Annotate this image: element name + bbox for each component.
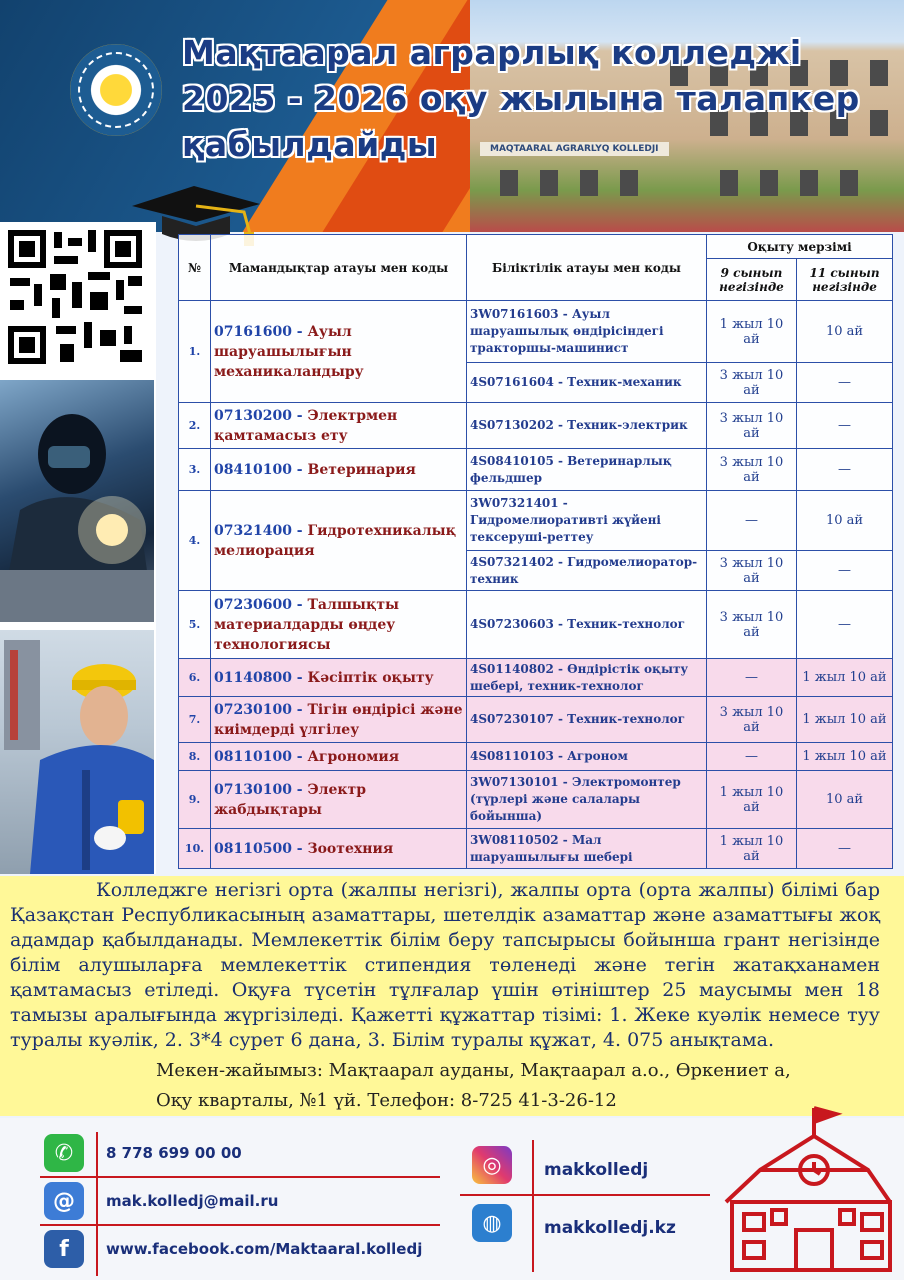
globe-icon: ◍ xyxy=(472,1204,512,1242)
specialty-name: Ауыл шаруашылығын механикаландыру xyxy=(214,323,364,380)
welder-photo xyxy=(0,380,154,622)
qr-code[interactable] xyxy=(4,226,146,368)
specialty-cell xyxy=(211,659,467,697)
table-row xyxy=(179,491,893,551)
row-number: 9. xyxy=(179,771,211,829)
page-title xyxy=(182,30,860,168)
row-number: 4. xyxy=(179,491,211,591)
qualification-cell: 3W08110502 - Мал шаруашылығы шебері xyxy=(467,829,707,869)
specialty-name: Кәсіптік оқыту xyxy=(307,669,434,686)
specialty-cell xyxy=(211,301,467,403)
qualification-cell: 3W07161603 - Ауыл шаруашылық өндірісіндегі тракторшы-машинист xyxy=(467,301,707,363)
col-grade9-header: 9 сынып негізінде xyxy=(707,259,797,301)
duration-grade11: 1 жыл 10 ай xyxy=(797,659,893,697)
contacts-rule-2 xyxy=(40,1224,440,1226)
col-qualification-header: Біліктілік атауы мен коды xyxy=(467,235,707,301)
specialty-code: 07130200 - xyxy=(214,407,308,424)
instagram-icon: ◎ xyxy=(472,1146,512,1184)
duration-grade11: 1 жыл 10 ай xyxy=(797,743,893,771)
title-line-1: Мақтаарал аграрлық колледжі xyxy=(182,33,802,72)
table-row xyxy=(179,771,893,829)
duration-grade9: — xyxy=(707,743,797,771)
duration-grade11: — xyxy=(797,363,893,403)
table-row xyxy=(179,829,893,869)
specialty-code: 08410100 - xyxy=(214,461,308,478)
specialty-cell xyxy=(211,449,467,491)
specialty-name: Зоотехния xyxy=(307,840,394,857)
qualification-cell: 3W07321401 - Гидромелиоративті жүйені тексеруші-реттеу xyxy=(467,491,707,551)
email-icon: @ xyxy=(44,1182,84,1220)
website-link[interactable]: makkolledj.kz xyxy=(544,1218,676,1238)
specialty-name: Талшықты материалдарды өңдеу технологиясы xyxy=(214,596,400,653)
row-number: 1. xyxy=(179,301,211,403)
contacts-rule-3 xyxy=(460,1194,710,1196)
duration-grade9: — xyxy=(707,491,797,551)
title-line-2: 2025 - 2026 оқу жылына талапкер xyxy=(182,79,860,118)
qualification-cell: 4S07321402 - Гидромелиоратор-техник xyxy=(467,551,707,591)
specialty-name: Электрмен қамтамасыз ету xyxy=(214,407,398,444)
duration-grade11: — xyxy=(797,591,893,659)
table-row xyxy=(179,659,893,697)
qualification-cell: 4S07161604 - Техник-механик xyxy=(467,363,707,403)
logo-ring xyxy=(78,52,154,128)
table-row xyxy=(179,449,893,491)
qualification-cell: 3W07130101 - Электромонтер (түрлері және салалары бойынша) xyxy=(467,771,707,829)
table-row xyxy=(179,301,893,363)
admission-info-text: Колледжге негізгі орта (жалпы негізгі), жалпы орта (орта жалпы) білімі бар Қазақстан Республикасының азаматтары, шетелдік азаматтар және азаматтығы жоқ адамдар қабылданады. Мемлекеттік білім беру тапсырысы бойынша грант негізінде білім алушыларға мемлекеттік стипендия төленеді және тегін жатақханамен қамтамасыз етіледі. Оқуға түсетін тұлғалар үшін өтініштер 25 маусымы мен 18 тамызы аралығында жүргізіледі. Қажетті құжаттар тізімі: 1. Жеке куәлік немесе туу туралы куәлік, 2. 3*4 сурет 6 дана, 3. Білім туралы құжат, 4. 075 анықтама. xyxy=(10,879,880,1051)
table-row xyxy=(179,591,893,659)
specialty-cell xyxy=(211,491,467,591)
specialty-cell xyxy=(211,829,467,869)
duration-grade11: 10 ай xyxy=(797,491,893,551)
electrician-photo xyxy=(0,630,154,874)
duration-grade11: — xyxy=(797,403,893,449)
specialty-cell xyxy=(211,743,467,771)
duration-grade11: — xyxy=(797,829,893,869)
duration-grade9: 3 жыл 10 ай xyxy=(707,449,797,491)
duration-grade9: 3 жыл 10 ай xyxy=(707,591,797,659)
table-row xyxy=(179,697,893,743)
duration-grade11: 10 ай xyxy=(797,301,893,363)
row-number: 3. xyxy=(179,449,211,491)
duration-grade9: 3 жыл 10 ай xyxy=(707,697,797,743)
address-line-2: Оқу кварталы, №1 үй. Телефон: 8-725 41-3-26-12 xyxy=(156,1090,617,1111)
specialties-table-wrapper xyxy=(178,234,892,869)
col-duration-header: Оқыту мерзімі xyxy=(707,235,893,259)
qualification-cell: 4S01140802 - Өндірістік оқыту шебері, техник-технолог xyxy=(467,659,707,697)
specialty-code: 07321400 - xyxy=(214,522,308,539)
duration-grade9: 1 жыл 10 ай xyxy=(707,301,797,363)
row-number: 6. xyxy=(179,659,211,697)
specialty-code: 07161600 - xyxy=(214,323,308,340)
duration-grade11: 10 ай xyxy=(797,771,893,829)
specialty-name: Тігін өндірісі және киімдерді үлгілеу xyxy=(214,701,463,738)
specialties-table xyxy=(178,234,893,869)
specialty-code: 07130100 - xyxy=(214,781,308,798)
table-row xyxy=(179,403,893,449)
duration-grade11: 1 жыл 10 ай xyxy=(797,697,893,743)
instagram-handle[interactable]: makkolledj xyxy=(544,1160,649,1180)
qualification-cell: 4S07230603 - Техник-технолог xyxy=(467,591,707,659)
specialty-cell xyxy=(211,771,467,829)
row-number: 2. xyxy=(179,403,211,449)
contacts-divider-left xyxy=(96,1132,98,1276)
specialty-code: 07230100 - xyxy=(214,701,308,718)
row-number: 7. xyxy=(179,697,211,743)
col-specialty-header: Мамандықтар атауы мен коды xyxy=(211,235,467,301)
specialty-code: 08110100 - xyxy=(214,748,308,765)
specialty-cell xyxy=(211,697,467,743)
email-link[interactable]: mak.kolledj@mail.ru xyxy=(106,1192,279,1210)
specialty-name: Электр жабдықтары xyxy=(214,781,366,818)
duration-grade11: — xyxy=(797,449,893,491)
qualification-cell: 4S08410105 - Ветеринарлық фельдшер xyxy=(467,449,707,491)
facebook-link[interactable]: www.facebook.com/Maktaaral.kolledj xyxy=(106,1240,423,1258)
duration-grade9: 3 жыл 10 ай xyxy=(707,403,797,449)
qualification-cell: 4S08110103 - Агроном xyxy=(467,743,707,771)
phone-number[interactable]: 8 778 699 00 00 xyxy=(106,1144,242,1162)
whatsapp-icon: ✆ xyxy=(44,1134,84,1172)
specialty-cell xyxy=(211,403,467,449)
qualification-cell: 4S07130202 - Техник-электрик xyxy=(467,403,707,449)
col-num-header: № xyxy=(179,235,211,301)
specialty-code: 01140800 - xyxy=(214,669,308,686)
duration-grade11: — xyxy=(797,551,893,591)
specialty-cell xyxy=(211,591,467,659)
duration-grade9: 1 жыл 10 ай xyxy=(707,771,797,829)
specialty-name: Агрономия xyxy=(307,748,400,765)
row-number: 10. xyxy=(179,829,211,869)
row-number: 5. xyxy=(179,591,211,659)
address-line-1: Мекен-жайымыз: Мақтаарал ауданы, Мақтаарал а.о., Өркениет а, xyxy=(156,1060,791,1081)
contacts-rule-1 xyxy=(40,1176,440,1178)
facebook-icon: f xyxy=(44,1230,84,1268)
table-body xyxy=(179,301,893,869)
specialty-code: 07230600 - xyxy=(214,596,308,613)
specialty-name: Ветеринария xyxy=(307,461,416,478)
title-line-3: қабылдайды xyxy=(182,125,438,164)
duration-grade9: 3 жыл 10 ай xyxy=(707,363,797,403)
table-row xyxy=(179,743,893,771)
qualification-cell: 4S07230107 - Техник-технолог xyxy=(467,697,707,743)
duration-grade9: — xyxy=(707,659,797,697)
specialty-name: Гидротехникалық мелиорация xyxy=(214,522,457,559)
specialty-code: 08110500 - xyxy=(214,840,308,857)
contacts-divider-right xyxy=(532,1140,534,1272)
address-block xyxy=(156,1056,791,1116)
row-number: 8. xyxy=(179,743,211,771)
duration-grade9: 1 жыл 10 ай xyxy=(707,829,797,869)
school-icon xyxy=(720,1098,894,1274)
col-grade11-header: 11 сынып негізінде xyxy=(797,259,893,301)
duration-grade9: 3 жыл 10 ай xyxy=(707,551,797,591)
building-sign: MAQTAARAL AGRARLYQ KOLLEDJI xyxy=(480,142,669,156)
